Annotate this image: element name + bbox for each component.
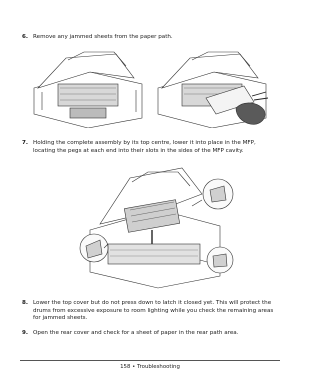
step-text: Holding the complete assembly by its top centre, lower it into place in the MFP, locating the pegs at each end into their slots in the sides of the MFP cavity. <box>33 140 256 154</box>
step-8 <box>22 300 278 323</box>
printer-open-right-view <box>158 52 268 128</box>
page-number: 158 <box>120 364 131 370</box>
step-text: Remove any jammed sheets from the paper path. <box>33 34 173 40</box>
step-number: 7. <box>22 140 29 146</box>
footer-divider <box>20 360 280 361</box>
page-footer <box>0 364 300 370</box>
step-number: 8. <box>22 300 29 306</box>
remove-paper-illustration <box>30 48 275 128</box>
step-6 <box>22 34 278 42</box>
step-7 <box>22 140 278 155</box>
step-9 <box>22 330 278 338</box>
step-text: Lower the top cover but do not press down to latch it closed yet. This will protect the drums from excessive exposure to room lighting while you check the remaining areas for jammed sheets. <box>33 300 274 322</box>
section-title: Troubleshooting <box>137 364 180 370</box>
footer-separator: • <box>132 364 136 370</box>
step-text: Open the rear cover and check for a sheet of paper in the rear path area. <box>33 330 239 336</box>
printer-open-left-view <box>34 52 142 128</box>
step-number: 9. <box>22 330 29 336</box>
assembly-installation-illustration <box>70 160 240 290</box>
step-number: 6. <box>22 34 29 40</box>
